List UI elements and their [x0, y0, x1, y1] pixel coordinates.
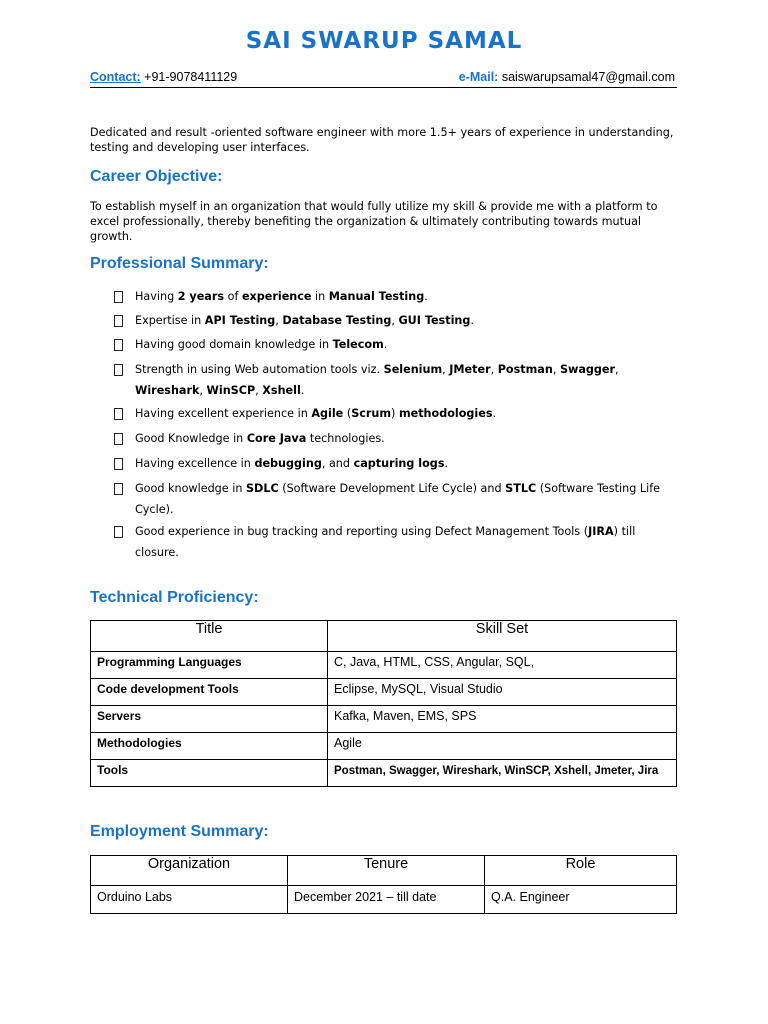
employment-summary-heading: Employment Summary: — [90, 823, 269, 840]
row-skills: Kafka, Maven, EMS, SPS — [328, 706, 677, 733]
text-run: Having good domain knowledge in — [135, 338, 333, 351]
text-run: Having — [135, 290, 178, 303]
bold-text-run: Scrum — [351, 407, 392, 420]
tenure-cell: December 2021 – till date — [288, 886, 485, 914]
row-title: Programming Languages — [91, 652, 328, 679]
text-run: Having excellent experience in — [135, 407, 312, 420]
bullet-box-icon — [114, 526, 123, 538]
text-run: , — [442, 363, 450, 376]
text-run: , — [615, 363, 619, 376]
table-row — [91, 760, 677, 787]
bullet-box-icon — [114, 339, 123, 351]
bold-text-run: STLC — [505, 482, 537, 495]
phone-number: +91-9078411129 — [140, 70, 238, 84]
bold-text-run: capturing logs — [353, 457, 445, 470]
bullet-box-icon — [114, 291, 123, 303]
bold-text-run: Wireshark — [135, 384, 200, 397]
bullet-box-icon — [114, 483, 123, 495]
text-run: Having excellence in — [135, 457, 255, 470]
summary-item-text — [135, 453, 680, 474]
table-row — [91, 886, 677, 914]
employment-summary-table — [90, 855, 677, 914]
bold-text-run: methodologies — [398, 407, 493, 420]
table-header-row — [91, 856, 677, 886]
row-title: Servers — [91, 706, 328, 733]
text-run: ( — [343, 407, 352, 420]
column-header-role: Role — [485, 856, 677, 886]
text-run: , — [552, 363, 560, 376]
bold-text-run: experience — [241, 290, 312, 303]
text-run: in — [311, 290, 329, 303]
summary-item-text — [135, 310, 680, 331]
summary-item-text — [135, 428, 680, 449]
intro-paragraph: Dedicated and result -oriented software engineer with more 1.5+ years of experience in understanding, testing and developing user interfaces. — [90, 126, 674, 154]
row-skills: C, Java, HTML, CSS, Angular, SQL, — [328, 652, 677, 679]
text-run: Good experience in bug tracking and reporting using Defect Management Tools ( — [135, 525, 589, 538]
text-run: , — [490, 363, 498, 376]
bold-text-run: GUI Testing — [398, 314, 471, 327]
bold-text-run: Swagger — [559, 363, 616, 376]
summary-item-text — [135, 403, 680, 424]
text-run: . — [444, 457, 449, 470]
bold-text-run: Database Testing — [282, 314, 392, 327]
text-run: , — [199, 384, 207, 397]
summary-item-text — [135, 359, 680, 401]
row-skills: Agile — [328, 733, 677, 760]
phone-contact — [90, 70, 237, 84]
text-run: , — [391, 314, 399, 327]
bold-text-run: 2 years — [177, 290, 225, 303]
technical-proficiency-heading: Technical Proficiency: — [90, 589, 259, 606]
column-header-title: Title — [91, 621, 328, 652]
text-run: (Software Testing Life Cycle). — [135, 482, 661, 516]
candidate-name: SAI SWARUP SAMAL — [245, 28, 523, 54]
bold-text-run: Core Java — [246, 432, 307, 445]
row-title: Tools — [91, 760, 328, 787]
bold-text-run: JMeter — [449, 363, 491, 376]
bold-text-run: Agile — [311, 407, 344, 420]
organization-cell: Orduino Labs — [91, 886, 288, 914]
bold-text-run: JIRA — [588, 525, 614, 538]
column-header-tenure: Tenure — [288, 856, 485, 886]
email-contact — [459, 70, 675, 84]
column-header-organization: Organization — [91, 856, 288, 886]
table-row — [91, 733, 677, 760]
table-row — [91, 706, 677, 733]
bold-text-run: API Testing — [204, 314, 276, 327]
bold-text-run: Selenium — [383, 363, 443, 376]
text-run: ) till closure. — [135, 525, 636, 559]
bold-text-run: debugging — [254, 457, 322, 470]
row-skills: Postman, Swagger, Wireshark, WinSCP, Xshell, Jmeter, Jira — [328, 760, 677, 787]
text-run: . — [492, 407, 497, 420]
text-run: Good knowledge in — [135, 482, 246, 495]
email-label: e-Mail: — [458, 70, 499, 84]
text-run: , — [275, 314, 283, 327]
contact-label: Contact: — [90, 70, 141, 84]
email-address: saiswarupsamal47@gmail.com — [498, 70, 675, 84]
professional-summary-heading: Professional Summary: — [90, 255, 269, 272]
row-skills: Eclipse, MySQL, Visual Studio — [328, 679, 677, 706]
column-header-skill-set: Skill Set — [328, 621, 677, 652]
contact-row — [90, 68, 677, 88]
text-run: . — [424, 290, 428, 303]
bullet-box-icon — [114, 364, 123, 376]
text-run: . — [470, 314, 474, 327]
text-run: Good Knowledge in — [135, 432, 247, 445]
career-objective-heading: Career Objective: — [90, 168, 223, 185]
bullet-box-icon — [114, 433, 123, 445]
summary-item-text — [135, 286, 680, 307]
role-cell: Q.A. Engineer — [485, 886, 677, 914]
bold-text-run: WinSCP — [206, 384, 256, 397]
bullet-box-icon — [114, 408, 123, 420]
summary-item-text — [135, 521, 680, 563]
table-header-row — [91, 621, 677, 652]
text-run: ) — [391, 407, 399, 420]
career-objective-text: To establish myself in an organization that would fully utilize my skill & provide me with a platform to excel professionally, thereby benefiting the organization & ultimately contributing towards mutual growth. — [90, 200, 658, 243]
text-run: . — [383, 338, 388, 351]
bullet-box-icon — [114, 458, 123, 470]
text-run: , — [255, 384, 263, 397]
text-run: (Software Development Life Cycle) and — [278, 482, 506, 495]
text-run: Strength in using Web automation tools viz. — [135, 363, 384, 376]
text-run: technologies. — [306, 432, 385, 445]
bold-text-run: SDLC — [245, 482, 279, 495]
technical-proficiency-table — [90, 620, 677, 787]
text-run: of — [224, 290, 242, 303]
bold-text-run: Telecom — [332, 338, 384, 351]
bold-text-run: Postman — [497, 363, 553, 376]
table-row — [91, 652, 677, 679]
table-row — [91, 679, 677, 706]
bold-text-run: Manual Testing — [328, 290, 425, 303]
bullet-box-icon — [114, 315, 123, 327]
summary-item-text — [135, 334, 680, 355]
row-title: Code development Tools — [91, 679, 328, 706]
text-run: , and — [321, 457, 354, 470]
summary-item-text — [135, 478, 680, 520]
text-run: . — [300, 384, 305, 397]
bold-text-run: Xshell — [262, 384, 301, 397]
text-run: Expertise in — [135, 314, 205, 327]
row-title: Methodologies — [91, 733, 328, 760]
